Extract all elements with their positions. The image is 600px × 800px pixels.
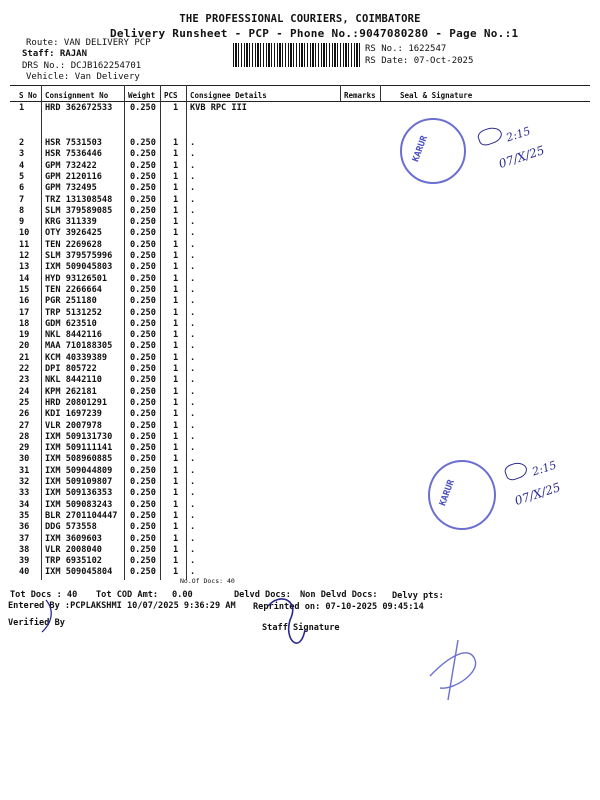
tot-cod-value: 0.00 bbox=[172, 590, 193, 600]
staff: Staff: RAJAN bbox=[22, 49, 88, 59]
handwritten-date-2: 07/X/25 bbox=[512, 480, 563, 508]
row-pcs: 1 bbox=[173, 443, 179, 454]
row-weight: 0.250 bbox=[130, 420, 156, 431]
row-sno: 27 bbox=[19, 420, 30, 431]
row-sno: 13 bbox=[19, 262, 30, 273]
row-sno: 21 bbox=[19, 352, 30, 363]
row-sno: 1 bbox=[19, 103, 25, 113]
row-consignee: . bbox=[190, 397, 196, 408]
row-consignment-no: NKL 8442110 bbox=[45, 375, 102, 386]
row-sno: 40 bbox=[19, 567, 30, 578]
row-consignee: . bbox=[190, 465, 196, 476]
row-weight: 0.250 bbox=[130, 522, 156, 533]
row-weight: 0.250 bbox=[130, 499, 156, 510]
vehicle: Vehicle: Van Delivery bbox=[26, 72, 140, 82]
row-pcs: 1 bbox=[173, 318, 179, 329]
row-sno: 16 bbox=[19, 296, 30, 307]
row-sno: 20 bbox=[19, 341, 30, 352]
row-weight: 0.250 bbox=[130, 228, 156, 239]
row-consignee: KVB RPC III bbox=[190, 103, 247, 113]
row-consignment-no: HRD 362672533 bbox=[45, 103, 113, 113]
row-weight: 0.250 bbox=[130, 431, 156, 442]
row-weight: 0.250 bbox=[130, 251, 156, 261]
row-consignment-no: SLM 379589085 bbox=[45, 205, 113, 216]
row-consignment-no: NKL 8442116 bbox=[45, 330, 102, 341]
row-pcs: 1 bbox=[173, 228, 179, 239]
col-consignee: Consignee Details bbox=[190, 91, 267, 100]
row-weight: 0.250 bbox=[130, 307, 156, 318]
row-sno: 12 bbox=[19, 251, 30, 261]
row-consignee: . bbox=[190, 420, 196, 431]
row-pcs: 1 bbox=[173, 409, 179, 420]
row-consignee: . bbox=[190, 307, 196, 318]
row-consignment-no: HSR 7531503 bbox=[45, 138, 102, 148]
row-sno: 5 bbox=[19, 171, 25, 182]
row-weight: 0.250 bbox=[130, 533, 156, 544]
row-consignee: . bbox=[190, 183, 196, 194]
row-consignment-no: KRG 311339 bbox=[45, 217, 97, 228]
row-weight: 0.250 bbox=[130, 544, 156, 555]
row-consignment-no: TRZ 131308548 bbox=[45, 194, 113, 205]
row-consignment-no: TEN 2269628 bbox=[45, 239, 102, 250]
row-weight: 0.250 bbox=[130, 556, 156, 567]
tot-cod-label: Tot COD Amt: bbox=[96, 590, 159, 600]
row-weight: 0.250 bbox=[130, 409, 156, 420]
row-consignment-no: GPM 2120116 bbox=[45, 171, 102, 182]
handwritten-time-2: 2:15 bbox=[530, 458, 559, 479]
row-sno: 7 bbox=[19, 194, 25, 205]
row-consignee: . bbox=[190, 364, 196, 374]
row-sno: 15 bbox=[19, 284, 30, 295]
signature-stroke bbox=[42, 600, 51, 632]
row-pcs: 1 bbox=[173, 544, 179, 555]
row-consignee: . bbox=[190, 251, 196, 261]
row-weight: 0.250 bbox=[130, 465, 156, 476]
row-consignee: . bbox=[190, 443, 196, 454]
row-consignment-no: OTY 3926425 bbox=[45, 228, 102, 239]
row-consignment-no: GPM 732495 bbox=[45, 183, 97, 194]
row-consignee: . bbox=[190, 510, 196, 521]
row-pcs: 1 bbox=[173, 183, 179, 194]
handwritten-date-1: 07/X/25 bbox=[496, 143, 547, 171]
row-consignee: . bbox=[190, 375, 196, 386]
row-pcs: 1 bbox=[173, 205, 179, 216]
row-sno: 38 bbox=[19, 544, 30, 555]
row-pcs: 1 bbox=[173, 138, 179, 148]
row-consignment-no: HSR 7536446 bbox=[45, 149, 102, 160]
row-pcs: 1 bbox=[173, 556, 179, 567]
row-sno: 32 bbox=[19, 477, 30, 487]
tot-docs: Tot Docs : 40 bbox=[10, 590, 78, 600]
row-pcs: 1 bbox=[173, 239, 179, 250]
row-consignment-no: VLR 2008040 bbox=[45, 544, 102, 555]
row-weight: 0.250 bbox=[130, 296, 156, 307]
row-consignment-no: SLM 379575996 bbox=[45, 251, 113, 261]
row-pcs: 1 bbox=[173, 217, 179, 228]
row-consignment-no: IXM 3609603 bbox=[45, 533, 102, 544]
row-consignment-no: BLR 2701104447 bbox=[45, 510, 118, 521]
row-sno: 6 bbox=[19, 183, 25, 194]
rs-number: RS No.: 1622547 bbox=[365, 44, 447, 54]
row-sno: 34 bbox=[19, 499, 30, 510]
row-consignment-no: IXM 508960885 bbox=[45, 454, 113, 465]
row-consignment-no: IXM 509045804 bbox=[45, 567, 113, 578]
row-weight: 0.250 bbox=[130, 183, 156, 194]
row-weight: 0.250 bbox=[130, 397, 156, 408]
row-consignee: . bbox=[190, 273, 196, 284]
row-consignment-no: GDM 623510 bbox=[45, 318, 97, 329]
row-pcs: 1 bbox=[173, 567, 179, 578]
row-sno: 31 bbox=[19, 465, 30, 476]
row-consignee: . bbox=[190, 499, 196, 510]
row-weight: 0.250 bbox=[130, 217, 156, 228]
row-sno: 25 bbox=[19, 397, 30, 408]
reprinted-on: Reprinted on: 07-10-2025 09:45:14 bbox=[253, 602, 424, 612]
row-consignment-no: IXM 509136353 bbox=[45, 488, 113, 499]
row-consignment-no: IXM 509111141 bbox=[45, 443, 113, 454]
row-pcs: 1 bbox=[173, 149, 179, 160]
row-consignment-no: PGR 251180 bbox=[45, 296, 97, 307]
row-weight: 0.250 bbox=[130, 318, 156, 329]
row-consignee: . bbox=[190, 352, 196, 363]
row-consignment-no: MAA 710188305 bbox=[45, 341, 113, 352]
row-weight: 0.250 bbox=[130, 239, 156, 250]
row-consignee: . bbox=[190, 386, 196, 397]
row-sno: 35 bbox=[19, 510, 30, 521]
col-remarks: Remarks bbox=[344, 91, 376, 100]
row-consignee: . bbox=[190, 160, 196, 171]
row-consignee: . bbox=[190, 431, 196, 442]
row-pcs: 1 bbox=[173, 341, 179, 352]
row-consignment-no: KDI 1697239 bbox=[45, 409, 102, 420]
row-pcs: 1 bbox=[173, 284, 179, 295]
row-consignee: . bbox=[190, 556, 196, 567]
row-pcs: 1 bbox=[173, 273, 179, 284]
row-consignee: . bbox=[190, 522, 196, 533]
row-pcs: 1 bbox=[173, 420, 179, 431]
row-sno: 28 bbox=[19, 431, 30, 442]
row-consignee: . bbox=[190, 205, 196, 216]
staff-signature: Staff Signature bbox=[262, 623, 340, 633]
row-consignment-no: VLR 2007978 bbox=[45, 420, 102, 431]
row-consignee: . bbox=[190, 488, 196, 499]
row-consignment-no: HRD 20801291 bbox=[45, 397, 108, 408]
row-consignment-no: KCM 40339389 bbox=[45, 352, 108, 363]
row-consignee: . bbox=[190, 171, 196, 182]
company-name: THE PROFESSIONAL COURIERS, COIMBATORE bbox=[179, 13, 421, 25]
row-sno: 22 bbox=[19, 364, 30, 374]
row-consignment-no: TEN 2266664 bbox=[45, 284, 102, 295]
row-pcs: 1 bbox=[173, 465, 179, 476]
row-consignment-no: IXM 509109807 bbox=[45, 477, 113, 487]
row-consignment-no: DPI 805722 bbox=[45, 364, 97, 374]
row-consignment-no: DDG 573558 bbox=[45, 522, 97, 533]
row-sno: 30 bbox=[19, 454, 30, 465]
row-pcs: 1 bbox=[173, 364, 179, 374]
col-seal: Seal & Signature bbox=[400, 91, 473, 100]
row-weight: 0.250 bbox=[130, 149, 156, 160]
row-consignee: . bbox=[190, 544, 196, 555]
drs-number: DRS No.: DCJB162254701 bbox=[22, 61, 142, 71]
row-weight: 0.250 bbox=[130, 262, 156, 273]
row-weight: 0.250 bbox=[130, 386, 156, 397]
row-weight: 0.250 bbox=[130, 341, 156, 352]
row-consignee: . bbox=[190, 217, 196, 228]
row-sno: 2 bbox=[19, 138, 25, 148]
row-sno: 33 bbox=[19, 488, 30, 499]
row-pcs: 1 bbox=[173, 510, 179, 521]
row-pcs: 1 bbox=[173, 431, 179, 442]
row-consignee: . bbox=[190, 138, 196, 148]
row-consignment-no: TRP 6935102 bbox=[45, 556, 102, 567]
row-pcs: 1 bbox=[173, 251, 179, 261]
row-consignment-no: HYD 93126501 bbox=[45, 273, 108, 284]
non-delvd-docs: Non Delvd Docs: bbox=[300, 590, 378, 600]
row-sno: 29 bbox=[19, 443, 30, 454]
no-of-docs: No.Of Docs: 40 bbox=[180, 577, 235, 585]
row-sno: 4 bbox=[19, 160, 25, 171]
row-pcs: 1 bbox=[173, 262, 179, 273]
row-consignee: . bbox=[190, 194, 196, 205]
row-consignee: . bbox=[190, 454, 196, 465]
row-weight: 0.250 bbox=[130, 103, 156, 113]
row-consignee: . bbox=[190, 262, 196, 273]
row-weight: 0.250 bbox=[130, 364, 156, 374]
row-consignee: . bbox=[190, 296, 196, 307]
row-sno: 11 bbox=[19, 239, 30, 250]
row-consignee: . bbox=[190, 567, 196, 578]
row-pcs: 1 bbox=[173, 296, 179, 307]
row-weight: 0.250 bbox=[130, 194, 156, 205]
col-weight: Weight bbox=[128, 91, 156, 100]
row-consignee: . bbox=[190, 533, 196, 544]
row-consignment-no: IXM 509045803 bbox=[45, 262, 113, 273]
row-consignment-no: IXM 509131730 bbox=[45, 431, 113, 442]
row-pcs: 1 bbox=[173, 499, 179, 510]
page-title: Delivery Runsheet - PCP - Phone No.:9047080280 - Page No.:1 bbox=[110, 27, 519, 40]
row-pcs: 1 bbox=[173, 386, 179, 397]
row-sno: 9 bbox=[19, 217, 25, 228]
row-weight: 0.250 bbox=[130, 138, 156, 148]
row-weight: 0.250 bbox=[130, 352, 156, 363]
route: Route: VAN DELIVERY PCP bbox=[26, 38, 151, 48]
row-pcs: 1 bbox=[173, 454, 179, 465]
row-pcs: 1 bbox=[173, 194, 179, 205]
row-consignment-no: TRP 5131252 bbox=[45, 307, 102, 318]
row-pcs: 1 bbox=[173, 477, 179, 487]
row-pcs: 1 bbox=[173, 533, 179, 544]
row-pcs: 1 bbox=[173, 171, 179, 182]
row-consignment-no: IXM 509044809 bbox=[45, 465, 113, 476]
signature-stroke bbox=[448, 640, 458, 700]
row-consignment-no: KPM 262181 bbox=[45, 386, 97, 397]
row-sno: 26 bbox=[19, 409, 30, 420]
row-sno: 39 bbox=[19, 556, 30, 567]
row-pcs: 1 bbox=[173, 330, 179, 341]
row-sno: 10 bbox=[19, 228, 30, 239]
row-weight: 0.250 bbox=[130, 205, 156, 216]
row-pcs: 1 bbox=[173, 307, 179, 318]
delvd-docs: Delvd Docs: bbox=[234, 590, 291, 600]
delvy-pts: Delvy pts: bbox=[392, 591, 444, 601]
row-consignee: . bbox=[190, 284, 196, 295]
row-weight: 0.250 bbox=[130, 171, 156, 182]
row-consignee: . bbox=[190, 330, 196, 341]
row-pcs: 1 bbox=[173, 397, 179, 408]
row-pcs: 1 bbox=[173, 160, 179, 171]
row-consignee: . bbox=[190, 239, 196, 250]
row-pcs: 1 bbox=[173, 488, 179, 499]
row-sno: 19 bbox=[19, 330, 30, 341]
row-sno: 23 bbox=[19, 375, 30, 386]
row-consignee: . bbox=[190, 228, 196, 239]
row-pcs: 1 bbox=[173, 103, 179, 113]
handwritten-time-1: 2:15 bbox=[504, 124, 533, 145]
row-consignee: . bbox=[190, 477, 196, 487]
stamp-text: KARUR bbox=[411, 134, 430, 164]
row-pcs: 1 bbox=[173, 522, 179, 533]
row-weight: 0.250 bbox=[130, 160, 156, 171]
rs-date: RS Date: 07-Oct-2025 bbox=[365, 56, 474, 66]
row-weight: 0.250 bbox=[130, 510, 156, 521]
row-sno: 36 bbox=[19, 522, 30, 533]
row-weight: 0.250 bbox=[130, 477, 156, 487]
row-sno: 14 bbox=[19, 273, 30, 284]
row-consignee: . bbox=[190, 409, 196, 420]
row-sno: 3 bbox=[19, 149, 25, 160]
row-weight: 0.250 bbox=[130, 443, 156, 454]
stamp-text: KARUR bbox=[438, 478, 457, 508]
row-pcs: 1 bbox=[173, 352, 179, 363]
row-consignee: . bbox=[190, 341, 196, 352]
row-sno: 18 bbox=[19, 318, 30, 329]
row-consignment-no: IXM 509083243 bbox=[45, 499, 113, 510]
row-consignee: . bbox=[190, 149, 196, 160]
row-sno: 24 bbox=[19, 386, 30, 397]
col-pcs: PCS bbox=[164, 91, 178, 100]
row-weight: 0.250 bbox=[130, 375, 156, 386]
signature-stroke bbox=[268, 599, 305, 643]
row-weight: 0.250 bbox=[130, 273, 156, 284]
row-weight: 0.250 bbox=[130, 284, 156, 295]
row-weight: 0.250 bbox=[130, 330, 156, 341]
row-pcs: 1 bbox=[173, 375, 179, 386]
row-weight: 0.250 bbox=[130, 567, 156, 578]
col-sno: S No bbox=[19, 91, 38, 100]
row-consignee: . bbox=[190, 318, 196, 329]
row-sno: 17 bbox=[19, 307, 30, 318]
row-sno: 8 bbox=[19, 205, 25, 216]
row-consignment-no: GPM 732422 bbox=[45, 160, 97, 171]
entered-by: Entered By :PCPLAKSHMI 10/07/2025 9:36:29 AM bbox=[8, 601, 236, 611]
row-weight: 0.250 bbox=[130, 488, 156, 499]
verified-by: Verified By bbox=[8, 618, 65, 628]
row-sno: 37 bbox=[19, 533, 30, 544]
row-weight: 0.250 bbox=[130, 454, 156, 465]
col-consignment: Consignment No bbox=[45, 91, 109, 100]
